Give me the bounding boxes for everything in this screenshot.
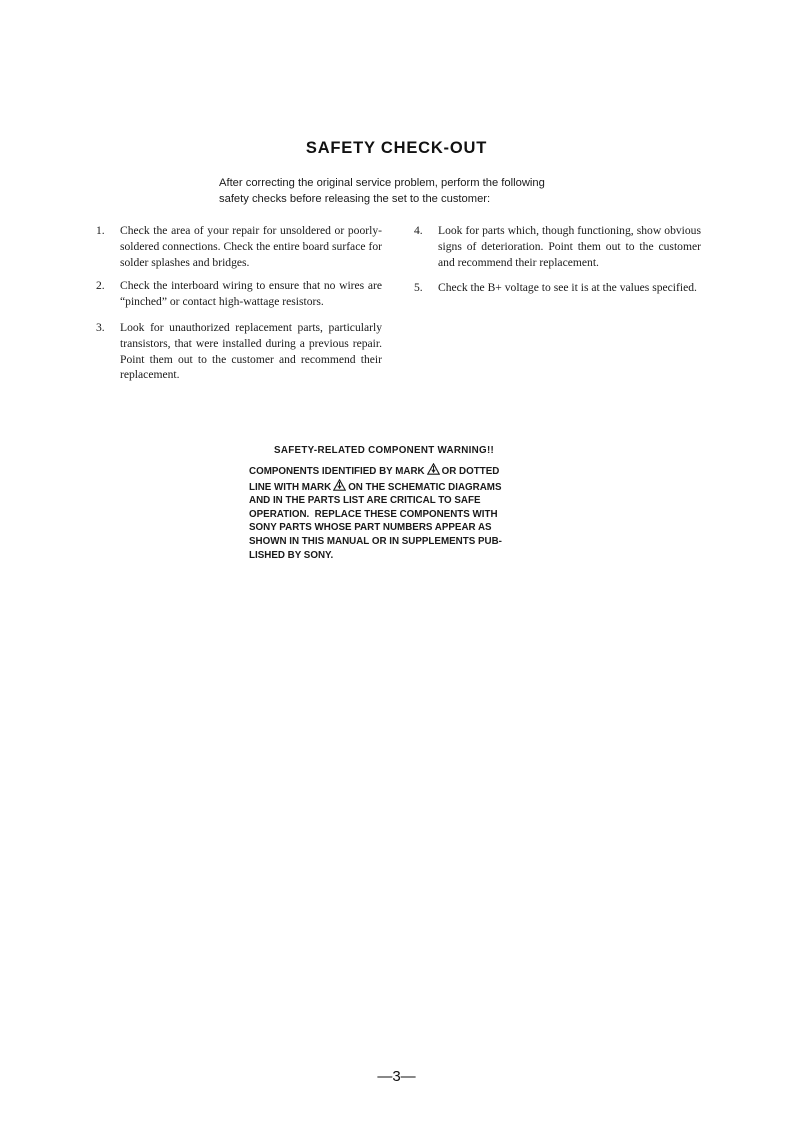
check-text: Look for parts which, though functioning, show obvious signs of deterioration. Point them out to the customer and recommend their replacement. [438,224,701,269]
check-item-5 [414,280,701,296]
warning-line-5: SONY PARTS WHOSE PART NUMBERS APPEAR AS [249,522,492,534]
check-text: Look for unauthorized replacement parts, particularly transistors, that were installed during a previous repair. Point them out to the customer and recommend their replacement. [120,320,382,382]
warning-line-6: SHOWN IN THIS MANUAL OR IN SUPPLEMENTS PUB- [249,535,502,547]
check-text: Check the interboard wiring to ensure that no wires are “pinched” or contact high-wattage resistors. [120,279,382,309]
check-item-2 [96,278,382,310]
safety-mark-icon [333,479,346,491]
safety-mark-icon [427,463,440,475]
warning-title: SAFETY-RELATED COMPONENT WARNING!! [274,445,495,456]
page-title: SAFETY CHECK-OUT [305,139,488,157]
check-number: 3. [96,320,105,334]
intro-text [219,176,619,207]
check-number: 5. [414,281,423,295]
check-number: 2. [96,279,105,293]
intro-line-2: safety checks before releasing the set to the customer: [219,192,491,205]
warning-line-1: COMPONENTS IDENTIFIED BY MARK OR DOTTED [249,463,539,479]
checklist-right-column [414,223,701,296]
warning-line-7: LISHED BY SONY. [249,549,334,561]
check-text: Check the area of your repair for unsoldered or poorly-soldered connections. Check the entire board surface for solder splashes and bridges. [120,224,382,269]
warning-body [249,463,539,562]
warning-line-4: OPERATION. REPLACE THESE COMPONENTS WITH [249,508,498,520]
check-item-1 [96,223,382,270]
warning-line-3: AND IN THE PARTS LIST ARE CRITICAL TO SAFE [249,495,481,507]
warning-line-2: LINE WITH MARK ON THE SCHEMATIC DIAGRAMS [249,479,539,495]
check-text: Check the B+ voltage to see it is at the values specified. [438,281,697,295]
check-number: 1. [96,224,105,237]
intro-line-1: After correcting the original service problem, perform the following [219,177,545,189]
check-item-4 [414,223,701,270]
checklist-left-column [96,223,382,383]
check-item-3 [96,320,382,383]
page-number: —3— [377,1068,416,1085]
check-number: 4. [414,224,423,237]
